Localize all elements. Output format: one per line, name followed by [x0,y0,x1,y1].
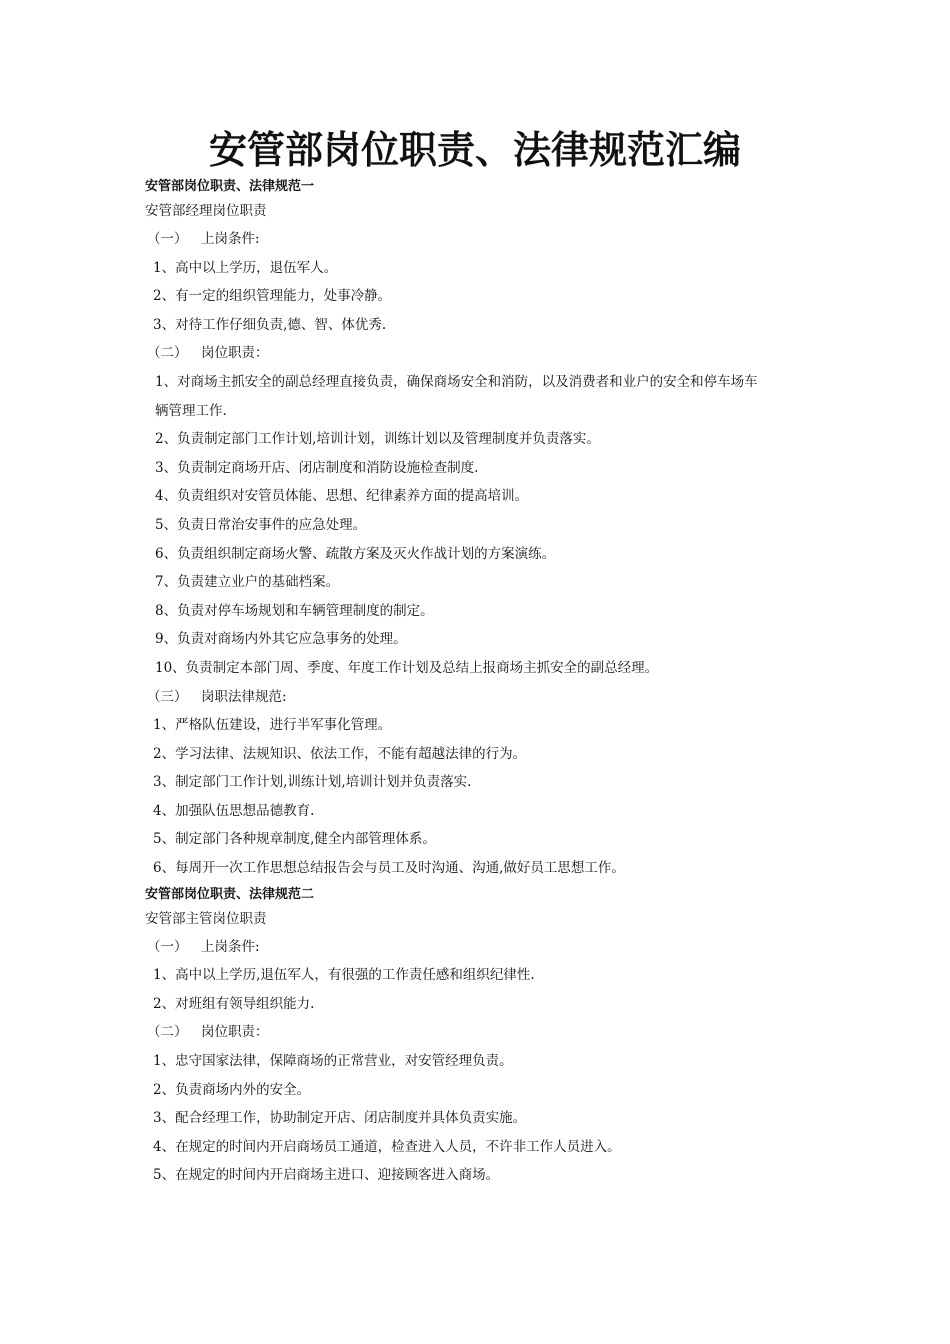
section-subheading: 安管部主管岗位职责 [145,910,267,927]
list-item: 2、对班组有领导组织能力. [153,995,315,1012]
list-item: 1、忠守国家法律，保障商场的正常营业，对安管经理负责。 [153,1053,513,1070]
section-label: 上岗条件: [201,231,260,247]
document-body [145,175,845,1190]
section-label: 岗职法律规范: [201,688,287,705]
section-number: （二） [147,1024,188,1041]
list-item: 4、负责组织对安管员体能、思想、纪律素养方面的提高培训。 [155,488,529,505]
section-heading [145,225,845,254]
list-item: 6、每周开一次工作思想总结报告会与员工及时沟通、沟通,做好员工思想工作。 [153,860,625,877]
list-item: 4、在规定的时间内开启商场员工通道，检查进入人员，不许非工作人员进入。 [153,1138,621,1155]
list-item-continuation: 辆管理工作. [155,402,227,419]
list-item: 10、负责制定本部门周、季度、年度工作计划及总结上报商场主抓安全的副总经理。 [155,659,659,676]
section-label: 岗位职责： [201,345,269,362]
list-item: 8、负责对停车场规划和车辆管理制度的制定。 [155,602,434,619]
section-label: 岗位职责： [201,1024,269,1041]
list-item: 6、负责组织制定商场火警、疏散方案及灭火作战计划的方案演练。 [155,545,556,562]
section-number: （二） [147,345,188,362]
list-item: 2、有一定的组织管理能力，处事冷静。 [153,288,392,305]
section-heading [145,933,845,962]
section-heading [145,1018,845,1047]
section-heading [145,339,845,368]
part-heading: 安管部岗位职责、法律规范二 [145,886,315,902]
list-item: 5、在规定的时间内开启商场主进口、迎接顾客进入商场。 [153,1167,500,1184]
section-subheading: 安管部经理岗位职责 [145,203,267,219]
list-item: 5、制定部门各种规章制度,健全内部管理体系。 [153,831,436,848]
section-number: （三） [147,688,188,705]
list-item: 3、制定部门工作计划,训练计划,培训计划并负责落实. [153,774,472,791]
list-item: 5、负责日常治安事件的应急处理。 [155,516,367,533]
list-item: 7、负责建立业户的基础档案。 [155,574,340,591]
list-item: 2、学习法律、法规知识、依法工作，不能有超越法律的行为。 [153,745,527,762]
section-number: （一） [147,231,188,247]
section-number: （一） [147,938,188,955]
section-heading [145,683,845,712]
list-item: 1、高中以上学历,退伍军人，有很强的工作责任感和组织纪律性. [153,967,535,984]
list-item: 9、负责对商场内外其它应急事务的处理。 [155,631,407,648]
list-item: 4、加强队伍思想品德教育. [153,802,315,819]
part-heading: 安管部岗位职责、法律规范一 [145,179,315,194]
section-label: 上岗条件: [201,938,260,955]
list-item: 3、负责制定商场开店、闭店制度和消防设施检查制度. [155,459,479,476]
list-item: 1、严格队伍建设，进行半军事化管理。 [153,717,392,734]
list-item: 3、对待工作仔细负责,德、智、体优秀. [153,316,387,333]
list-item: 3、配合经理工作，协助制定开店、闭店制度并具体负责实施。 [153,1110,527,1127]
list-item: 1、对商场主抓安全的副总经理直接负责，确保商场安全和消防，以及消费者和业户的安全和停车场车 [155,373,758,390]
list-item: 2、负责制定部门工作计划,培训计划，训练计划以及管理制度并负责落实。 [155,431,600,448]
list-item: 1、高中以上学历，退伍军人。 [153,259,338,276]
document-title: 安管部岗位职责、法律规范汇编 [208,127,741,172]
list-item: 2、负责商场内外的安全。 [153,1081,311,1098]
